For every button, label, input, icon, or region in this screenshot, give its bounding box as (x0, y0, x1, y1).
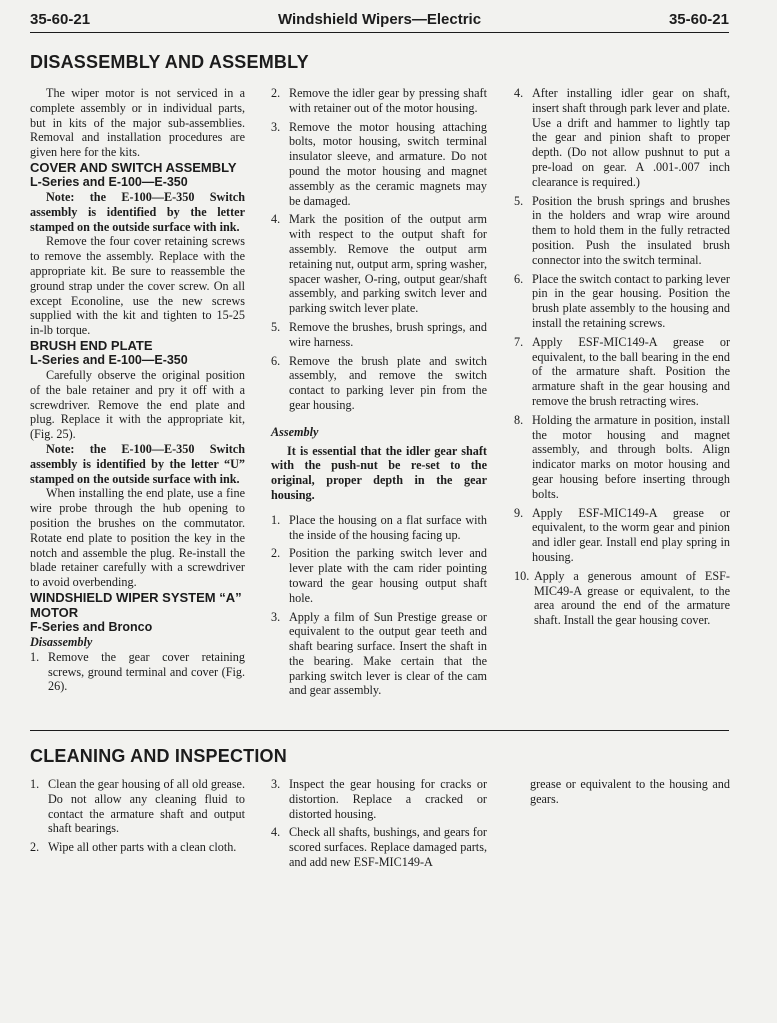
section-rule (30, 730, 729, 731)
list-item: 1. Place the housing on a flat surface with the inside of the housing facing up. (271, 512, 487, 542)
disassembly-steps-b (271, 86, 487, 413)
column-3 (514, 86, 730, 628)
assembly-steps-a (271, 513, 487, 699)
disassembly-steps-a (30, 650, 245, 694)
motor-subheading: F-Series and Bronco (30, 619, 153, 634)
brush-body: Carefully observe the original position of the bale retainer and pry it off with a screwdriver. Remove the end plate and plug. Replace it with the appropriate kit, (Fig. 25). (30, 367, 245, 442)
list-item: 2. Position the parking switch lever and lever plate with the cam rider pointing toward the gear housing output shaft hole. (271, 546, 487, 605)
list-item: 9. Apply ESF-MIC149-A grease or equivalent, to the worm gear and pinion and idler gear. Install end play spring in housing. (514, 505, 730, 564)
cover-heading: COVER AND SWITCH ASSEMBLY (30, 159, 237, 175)
brush-body-2: When installing the end plate, use a fine wire probe through the hub opening to position the brushes on the commutator. Rotate end plate to position the key in the notch and assemble the plug. Re-install the blade retainer carefully with a screwdriver to avoid overbending. (30, 486, 245, 590)
list-item: 7. Apply ESF-MIC149-A grease or equivalent, to the ball bearing in the end of the armature shaft. Position the armature shaft in the gear housing and remove the brush retracting wires. (514, 334, 730, 408)
column-1 (30, 86, 245, 694)
cleaning-steps-b (271, 777, 487, 870)
cleaning-column-2 (271, 777, 487, 870)
list-item: 3. Apply a film of Sun Prestige grease or equivalent to the output gear teeth and shaft bearing surface. Insert the shaft in the bearing. Make certain that the parking switch lever is clear of the cam and gear assembly. (271, 609, 487, 698)
page-number-right: 35-60-21 (668, 10, 729, 28)
cleaning-column-3 (530, 777, 730, 807)
brush-heading: BRUSH END PLATE (30, 337, 153, 353)
column-2 (271, 86, 487, 698)
assembly-steps-b (514, 86, 730, 628)
list-item: 4. After installing idler gear on shaft, insert shaft through park lever and plate. Use a drift and hammer to lightly tap the gear and pinion shaft to proper depth. (Do not allow pushnut to put a pre-load on gear. A .001-.007 inch clearance is required.) (514, 86, 730, 189)
cleaning-continuation: grease or equivalent to the housing and gears. (530, 777, 730, 806)
list-item: 3. Inspect the gear housing for cracks or distortion. Replace a cracked or distorted housing. (271, 777, 487, 821)
disassembly-label: Disassembly (30, 634, 93, 649)
list-item: 1. Remove the gear cover retaining screws, ground terminal and cover (Fig. 26). (30, 649, 245, 694)
assembly-label: Assembly (271, 424, 319, 439)
list-item: 2. Remove the idler gear by pressing shaft with retainer out of the motor housing. (271, 86, 487, 115)
list-item: 3. Remove the motor housing attaching bolts, motor housing, switch terminal insulator sleeve, and armature. Do not pound the motor housing and magnet assembly as the ceramic magnets may be damaged. (271, 119, 487, 208)
cover-subheading: L-Series and E-100—E-350 (30, 174, 188, 189)
list-item: 8. Holding the armature in position, install the motor housing and magnet assembly, and through bolts. Align indicator marks on motor housing and gear housing before inserting through bolts. (514, 412, 730, 501)
list-item: 4. Mark the position of the output arm with respect to the output shaft for assembly. Remove the output arm retaining nut, output arm, spring washer, spacer washer, O-ring, output gear/shaft assembly, and parking switch lever and parking switch lever plate. (271, 212, 487, 316)
list-item: 10. Apply a generous amount of ESF-MIC49-A grease or equivalent, to the area around the end of the armature shaft. Install the gear housing cover. (514, 568, 730, 628)
page-number-left: 35-60-21 (30, 10, 91, 28)
list-item: 1. Clean the gear housing of all old grease. Do not allow any cleaning fluid to contact the armature shaft and output shaft bearings. (30, 777, 245, 836)
cover-body: Remove the four cover retaining screws to remove the assembly. Replace with the appropriate kit. Be sure to reassemble the ground strap under the cover screw. On all except Econoline, use the new screws supplied with the kit and tighten to 15-25 in-lb torque. (30, 234, 245, 338)
brush-note: Note: the E-100—E-350 Switch assembly is identified by the letter “U” stamped on the outside surface with ink. (30, 441, 245, 486)
list-item: 6. Place the switch contact to parking lever pin in the gear housing. Position the brush plate assembly to the housing and install the retaining screws. (514, 271, 730, 330)
section-title-cleaning: CLEANING AND INSPECTION (30, 746, 287, 766)
cover-note: Note: the E-100—E-350 Switch assembly is identified by the letter stamped on the outside surface with ink. (30, 189, 245, 234)
list-item: 6. Remove the brush plate and switch assembly, and remove the switch contact to parking lever pin from the gear housing. (271, 353, 487, 412)
section-title-disassembly: DISASSEMBLY AND ASSEMBLY (30, 52, 309, 72)
assembly-note: It is essential that the idler gear shaft with the push-nut be re-set to the original, proper depth in the gear housing. (271, 443, 487, 502)
brush-subheading: L-Series and E-100—E-350 (30, 352, 188, 367)
page-header (30, 6, 729, 32)
cleaning-column-1 (30, 777, 245, 855)
intro-paragraph: The wiper motor is not serviced in a complete assembly or in individual parts, but in kits of the major sub-assemblies. Removal and installation procedures are given here for the kits. (30, 86, 245, 160)
cleaning-steps-a (30, 777, 245, 855)
header-rule (30, 32, 729, 33)
list-item: 5. Remove the brushes, brush springs, and wire harness. (271, 319, 487, 349)
list-item: 2. Wipe all other parts with a clean cloth. (30, 840, 237, 855)
list-item: 4. Check all shafts, bushings, and gears for scored surfaces. Replace damaged parts, and add new ESF-MIC149-A (271, 825, 487, 869)
list-item: 5. Position the brush springs and brushes in the holders and wrap wire around them to hold them in the fully retracted position. Push the insulated brush connector into the switch terminal. (514, 193, 730, 267)
motor-heading: WINDSHIELD WIPER SYSTEM “A” MOTOR (30, 589, 242, 620)
running-head: Windshield Wipers—Electric (277, 10, 482, 28)
